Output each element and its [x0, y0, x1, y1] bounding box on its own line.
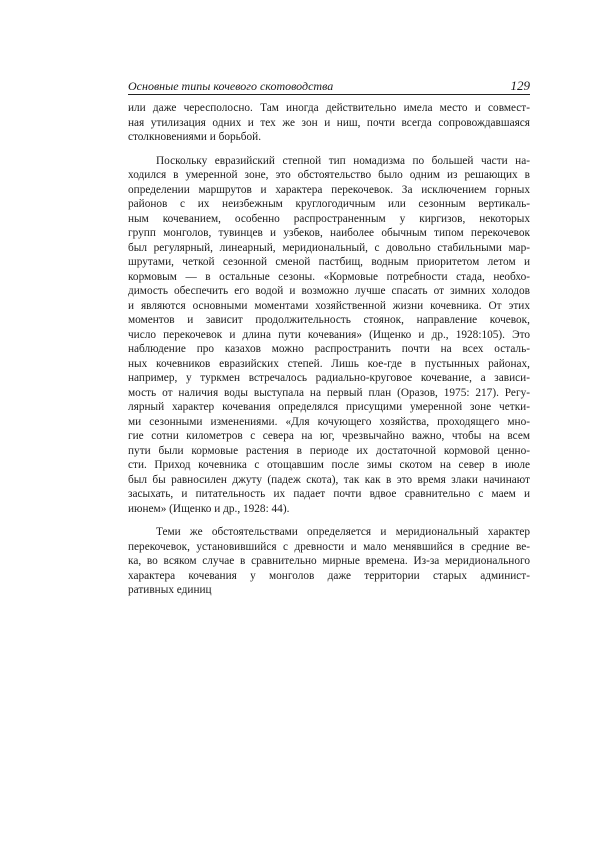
- text-line: гие сотни километров с севера на юг, чрезвычайно важно, чтобы на всем: [128, 430, 530, 442]
- text-line: например, у туркмен встречалось радиально-круговое кочевание, а зависи-: [128, 372, 530, 384]
- paragraph-1: [128, 101, 530, 145]
- text-line: ная утилизация одних и тех же зон и ниш, почти всегда сопровождавшаяся: [128, 116, 530, 129]
- text-line: столкновениями и борьбой.: [128, 131, 262, 143]
- text-line: наблюдение про казахов можно распространить почти на всех осталь-: [128, 343, 530, 355]
- text-line: засыхать, и питательность их падает почти вдвое сравнительно с маем и: [128, 488, 530, 500]
- text-line: районов с их неизбежным круглогодичным или сезонным вертикаль-: [128, 198, 530, 210]
- text-line: июнем» (Ищенко и др., 1928: 44).: [128, 502, 290, 515]
- text-line: число перекочевок и длина пути кочевания» (Ищенко и др., 1928:105). Это: [128, 328, 530, 341]
- text-line: и являются основными моментами хозяйственной жизни кочевника. От этих: [128, 299, 530, 312]
- text-line: определении маршрутов и характера перекочевок. За исключением горных: [128, 183, 530, 196]
- paragraph-3: [128, 525, 530, 598]
- text-line: был бы равносилен джуту (падеж скота), так как в это время злаки начинают: [128, 473, 530, 486]
- text-line: моментов и зависит продолжительность стоянок, направление кочевок,: [128, 314, 530, 326]
- text-line: групп монголов, тувинцев и узбеков, наиболее обычным типом перекочевок: [128, 227, 530, 239]
- text-line: характера кочевания у монголов даже территории старых админист-: [128, 569, 530, 582]
- text-line: димость обеспечить его водой и возможно лучше спасать от зимних холодов: [128, 285, 530, 297]
- text-line: лярный характер кочевания определялся присущими умеренной зоне четки-: [128, 401, 530, 413]
- text-line: сти. Приход кочевника с отощавшим после зимы скотом на север в июле: [128, 459, 530, 471]
- page-number: 129: [510, 78, 530, 93]
- body-text: [128, 101, 530, 598]
- text-line: или даже чересполосно. Там иногда действительно имела место и совмест-: [128, 102, 530, 114]
- text-line: Поскольку евразийский степной тип номадизма по большей части на-: [156, 154, 530, 167]
- text-line: пути были кормовые растения в периоде их достаточной кормовой ценно-: [128, 444, 530, 457]
- running-head: [128, 78, 530, 95]
- text-line: мость от наличия воды выступала на первый план (Оразов, 1975: 217). Регу-: [128, 386, 530, 399]
- text-line: Теми же обстоятельствами определяется и меридиональный характер: [156, 526, 530, 538]
- text-line: ходился в умеренной зоне, это обстоятельство было одним из решающих в: [128, 169, 530, 181]
- text-line: был регулярный, линеарный, меридиональный, с довольно стабильными мар-: [128, 241, 530, 254]
- text-line: ративных единиц: [128, 584, 212, 596]
- text-line: ми сезонными изменениями. «Для кочующего хозяйства, проходящего мно-: [128, 415, 530, 428]
- book-page: [128, 78, 530, 607]
- paragraph-2: [128, 154, 530, 517]
- text-line: ка, во всяком случае в сравнительно мирные времена. Из-за меридионального: [128, 555, 530, 567]
- text-line: перекочевок, установившийся с древности и мало менявшийся в средние ве-: [128, 540, 530, 553]
- text-line: ных кочевников евразийских степей. Лишь кое-где в пустынных районах,: [128, 357, 530, 370]
- running-title: Основные типы кочевого скотоводства: [128, 79, 334, 93]
- text-line: кормовым — в остальные сезоны. «Кормовые потребности стада, необхо-: [128, 270, 530, 283]
- text-line: ным кочеванием, особенно распространенным у киргизов, некоторых: [128, 212, 530, 225]
- text-line: шрутами, четкой сезонной сменой пастбищ, водным приоритетом летом и: [128, 256, 530, 268]
